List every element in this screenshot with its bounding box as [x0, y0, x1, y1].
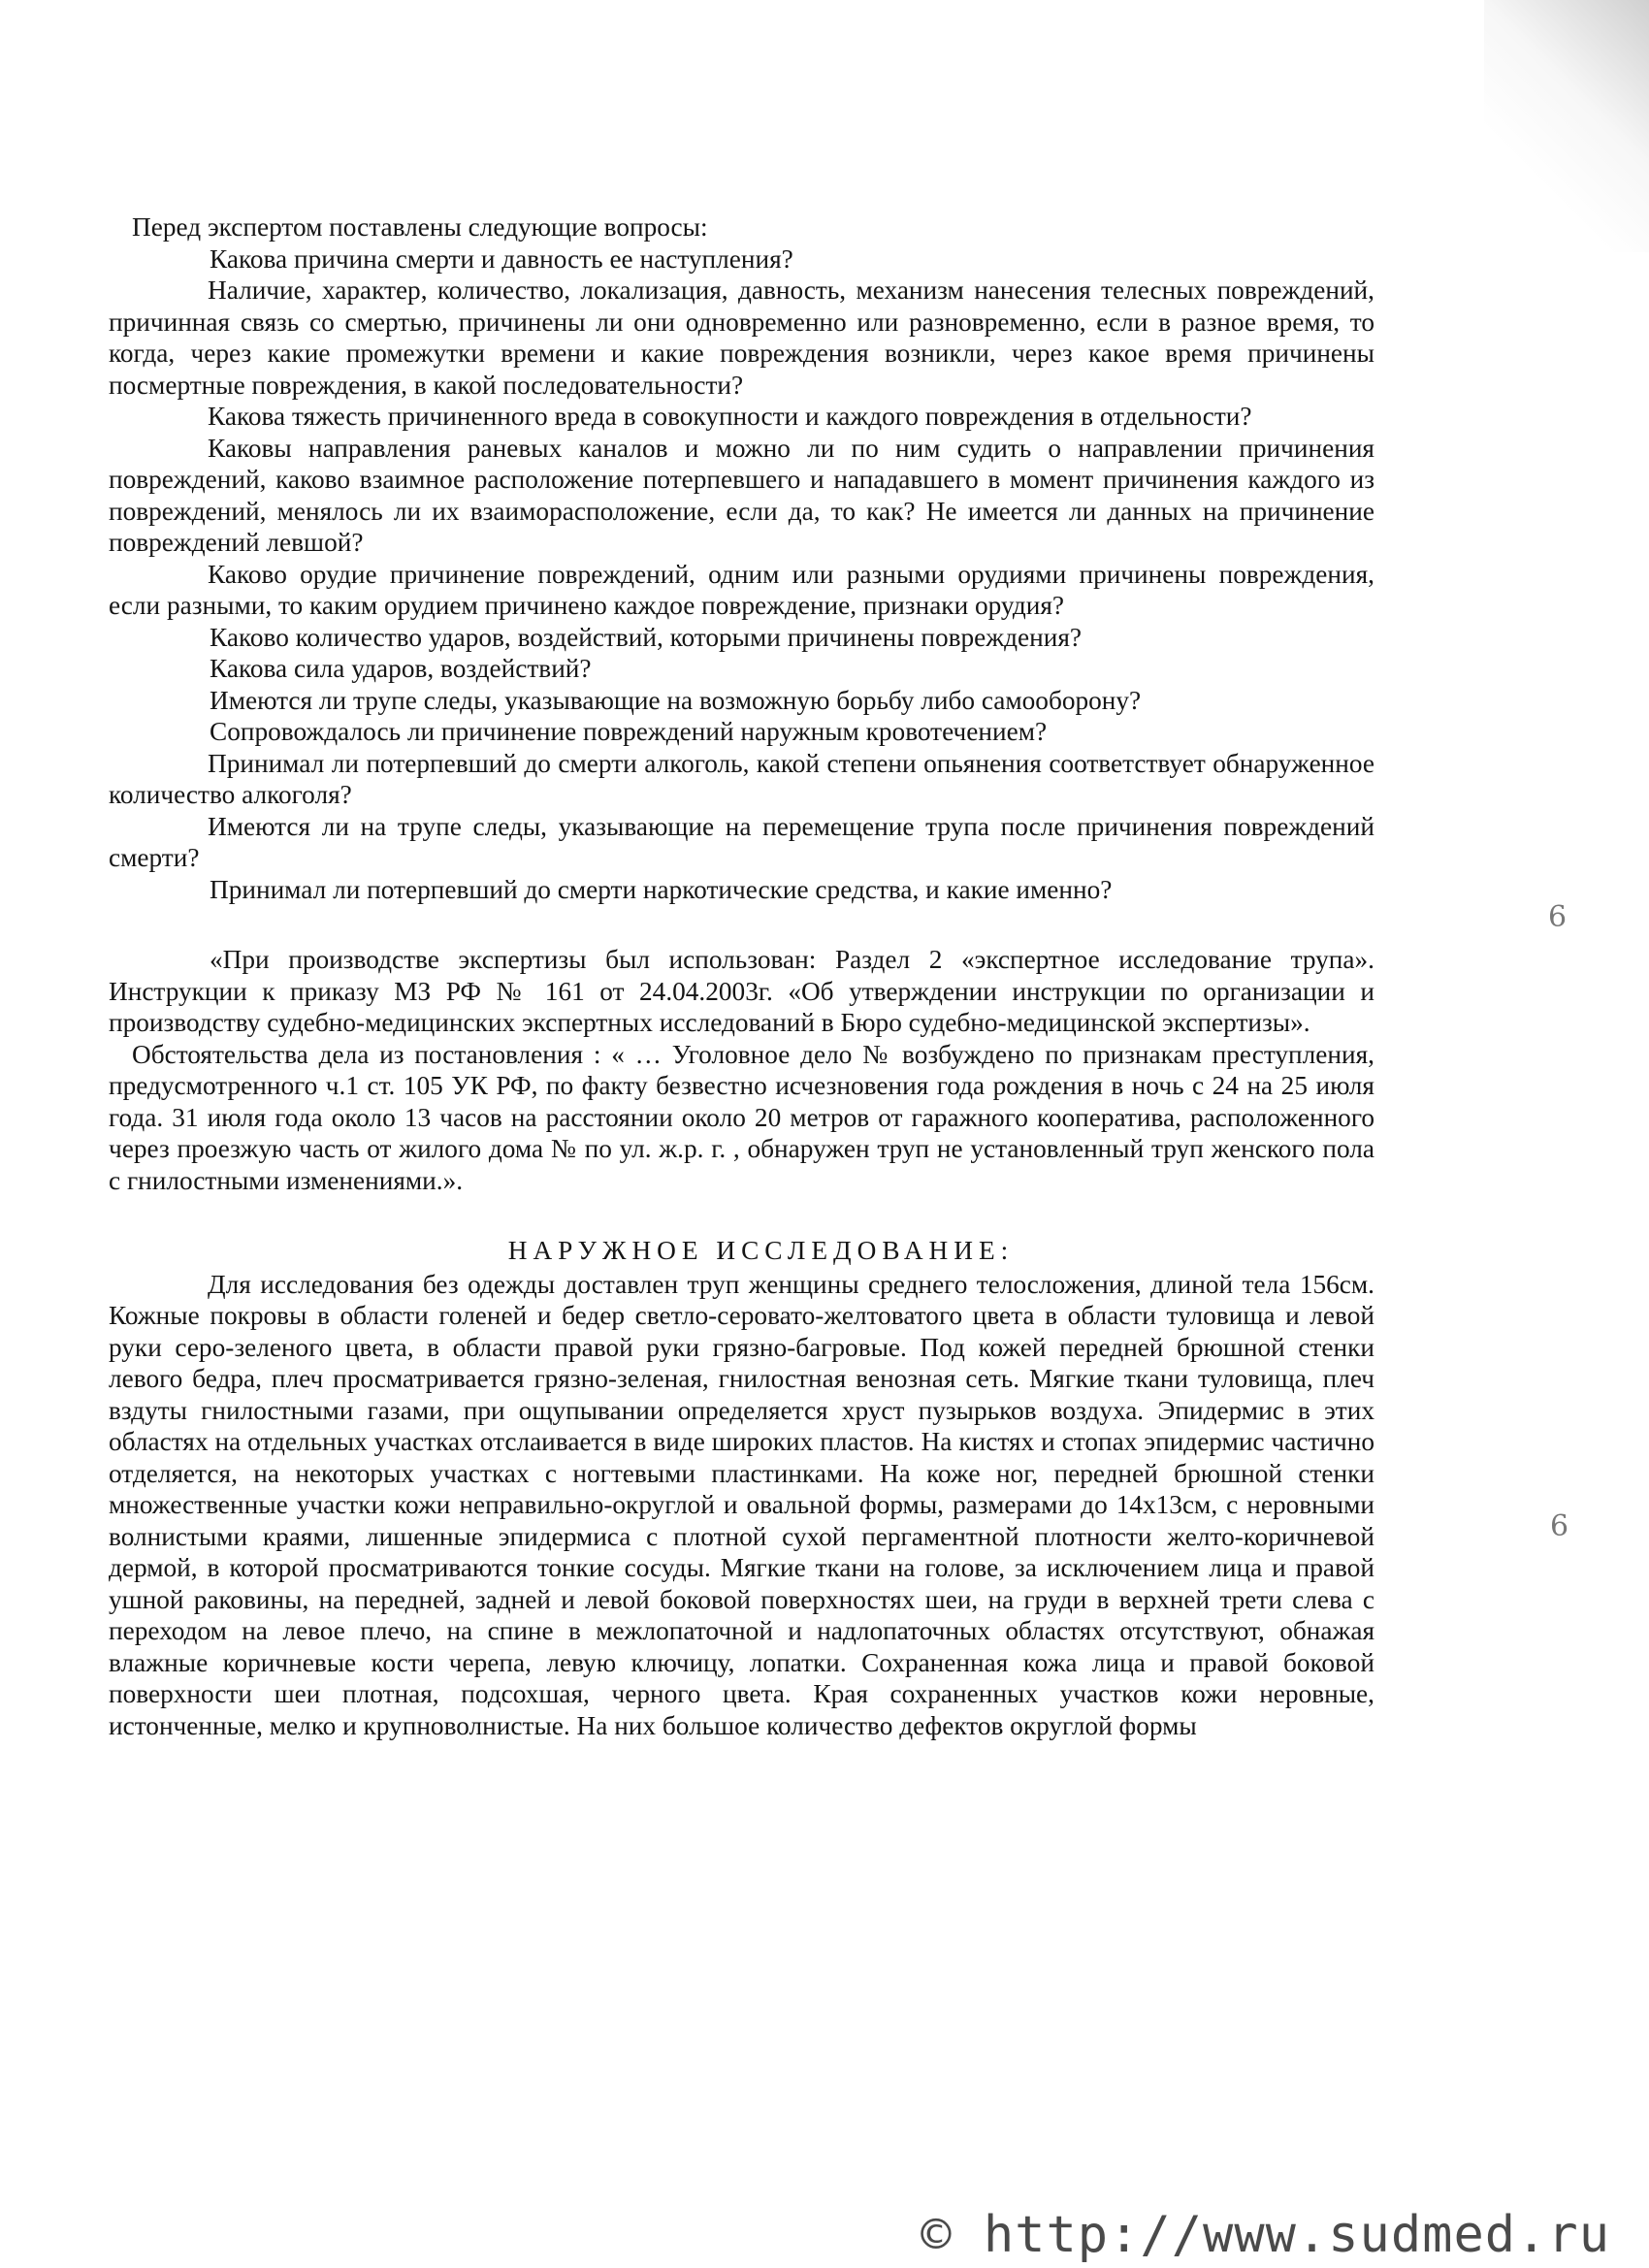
question-11: Имеются ли на трупе следы, указывающие на перемещение трупа после причинения повреждений смерти?: [109, 811, 1374, 872]
section-title: НАРУЖНОЕ ИССЛЕДОВАНИЕ:: [507, 1236, 1015, 1265]
instruction-reference: «При производстве экспертизы был использован: Раздел 2 «экспертное исследование трупа». Инструкции к приказу МЗ РФ № 161 от 24.04.2003г. «Об утверждении инструкции по организации и производству судебно-медицинских экспертных исследований в Бюро судебно-медицинской экспертизы».: [109, 945, 1374, 1037]
question-5: Каково орудие причинение повреждений, одним или разными орудиями причинены повреждения, если разными, то каким орудием причинено каждое повреждение, признаки орудия?: [109, 559, 1374, 620]
question-1: Какова причина смерти и давность ее наступления?: [210, 243, 793, 274]
scan-edge-shadow: [1484, 0, 1649, 252]
watermark: © http://www.sudmed.ru: [921, 2206, 1610, 2264]
question-9: Сопровождалось ли причинение повреждений наружным кровотечением?: [210, 717, 1048, 746]
question-10: Принимал ли потерпевший до смерти алкоголь, какой степени опьянения соответствует обнаруженное количество алкоголя?: [109, 748, 1374, 809]
questions-intro: Перед экспертом поставлены следующие вопросы:: [132, 212, 708, 242]
question-2: Наличие, характер, количество, локализация, давность, механизм нанесения телесных повреждений, причинная связь со смертью, причинены ли они одновременно или разновременно, если в разное время, то когда, через какие промежутки времени и какие повреждения возникли, через какое время причинены посмертные повреждения, в какой последовательности?: [109, 275, 1374, 400]
question-3: Какова тяжесть причиненного вреда в совокупности и каждого повреждения в отдельности?: [208, 402, 1252, 431]
document-page: [109, 211, 1374, 1741]
question-12: Принимал ли потерпевший до смерти наркотические средства, и какие именно?: [210, 874, 1113, 904]
margin-mark: 6: [1550, 1509, 1569, 1543]
external-examination-text: Для исследования без одежды доставлен труп женщины среднего телосложения, длиной тела 156см. Кожные покровы в области голеней и бедер светло-серовато-желтоватого цвета в области туловища и левой руки серо-зеленого цвета, в области правой руки грязно-багровые. Под кожей передней брюшной стенки левого бедра, плеч просматривается грязно-зеленая, гнилостная венозная сеть. Мягкие ткани туловища, плеч вздуты гнилостными газами, при ощупывании определяется хруст пузырьков воздуха. Эпидермис в этих областях на отдельных участках отслаивается в виде широких пластов. На кистях и стопах эпидермис частично отделяется, на некоторых участках с ногтевыми пластинками. На коже ног, передней брюшной стенки множественные участки кожи неправильно-округлой и овальной формы, размерами до 14х13см, с неровными волнистыми краями, лишенные эпидермиса с плотной сухой пергаментной плотности желто-коричневой дермой, в которой просматриваются тонкие сосуды. Мягкие ткани на голове, за исключением лица и правой ушной раковины, на передней, задней и левой боковой поверхностях шеи, на груди в верхней трети слева с переходом на левое плечо, на спине в межлопаточной и надлопаточных областях отсутствуют, обнажая влажные коричневые кости черепа, левую ключицу, лопатки. Сохраненная кожа лица и правой боковой поверхности шеи плотная, подсохшая, черного цвета. Края сохраненных участков кожи неровные, истонченные, мелко и крупноволнистые. На них большое количество дефектов округлой формы: [109, 1269, 1374, 1740]
question-7: Какова сила ударов, воздействий?: [210, 654, 592, 683]
case-circumstances: Обстоятельства дела из постановления : « … Уголовное дело № возбуждено по признакам преступления, предусмотренного ч.1 ст. 105 УК РФ, по факту безвестно исчезновения года рождения в ночь с 24 на 25 июля года. 31 июля года около 13 часов на расстоянии около 20 метров от гаражного кооператива, расположенного через проезжую часть от жилого дома № по ул. ж.р. г. , обнаружен труп не установленный труп женского пола с гнилостными изменениями.».: [109, 1039, 1374, 1195]
question-4: Каковы направления раневых каналов и можно ли по ним судить о направлении причинения повреждений, каково взаимное расположение потерпевшего и нападавшего в момент причинения каждого из повреждений, менялось ли их взаиморасположение, если да, то как? Не имеется ли данных на причинение повреждений левшой?: [109, 433, 1374, 557]
question-6: Каково количество ударов, воздействий, которыми причинены повреждения?: [210, 622, 1083, 652]
question-8: Имеются ли трупе следы, указывающие на возможную борьбу либо самооборону?: [210, 685, 1142, 715]
margin-mark: 6: [1548, 900, 1568, 934]
